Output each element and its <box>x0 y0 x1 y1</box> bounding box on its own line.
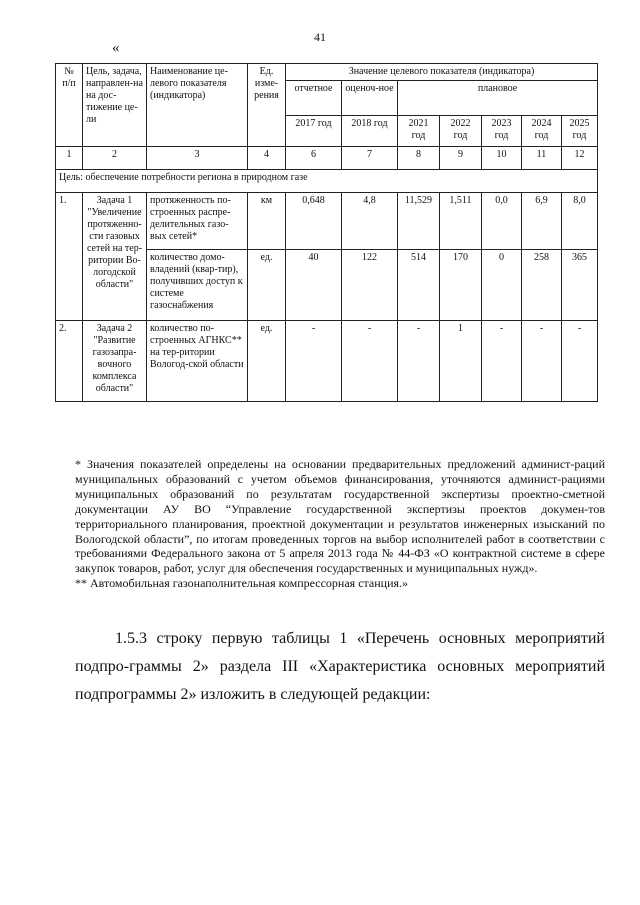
column-number: 10 <box>482 147 522 170</box>
footnote-1: * Значения показателей определены на основании предварительных предложений админист-раций муниципальных образований с учетом объемов финансирования, уточняются админист-рациями муниципальных образований по результатам государственной экспертизы проектно-сметной документации АУ ВО “Управление государственной экспертизы проектов докумен-тов территориального планирования, проектной документации и результатов инженерных изысканий по Вологодской области”, по итогам проведенных торгов на выбор исполнителей работ в соответствии с требованиями Федерального закона от 5 апреля 2013 года № 44-ФЗ «О контрактной системе в сфере закупок товаров, работ, услуг для обеспечения государственных и муниципальных нужд». <box>75 457 605 576</box>
header-num: № п/п <box>56 64 83 147</box>
table-row <box>56 321 598 402</box>
value-cell: 122 <box>342 250 398 321</box>
column-number: 3 <box>147 147 248 170</box>
value-cell: - <box>286 321 342 402</box>
value-cell: - <box>522 321 562 402</box>
indicator-table <box>55 63 598 402</box>
value-cell: 0 <box>482 250 522 321</box>
indicator-name: количество по-строенных АГНКС** на тер-ритории Вологод-ской области <box>147 321 248 402</box>
footnote-2: ** Автомобильная газонаполнительная компрессорная станция.» <box>75 576 409 591</box>
column-number: 8 <box>398 147 440 170</box>
column-number: 6 <box>286 147 342 170</box>
goal-row: Цель: обеспечение потребности региона в природном газе <box>56 170 598 193</box>
header-reported: отчетное <box>286 81 342 116</box>
value-cell: 40 <box>286 250 342 321</box>
column-number: 1 <box>56 147 83 170</box>
table-row <box>56 193 598 250</box>
value-cell: - <box>342 321 398 402</box>
column-number: 12 <box>562 147 598 170</box>
header-year: 2024 год <box>522 116 562 147</box>
column-number: 9 <box>440 147 482 170</box>
header-unit: Ед. изме-рения <box>248 64 286 147</box>
value-cell: 4,8 <box>342 193 398 250</box>
header-estimated: оценоч-ное <box>342 81 398 116</box>
column-number: 4 <box>248 147 286 170</box>
row-num: 1. <box>56 193 83 321</box>
opening-quote: « <box>112 40 120 56</box>
column-number: 11 <box>522 147 562 170</box>
main-text <box>75 625 605 709</box>
header-year: 2018 год <box>342 116 398 147</box>
indicator-name: количество домо-владений (квар-тир), получивших доступ к системе газоснабжения <box>147 250 248 321</box>
row-num: 2. <box>56 321 83 402</box>
value-cell: 170 <box>440 250 482 321</box>
task-cell: Задача 2 "Развитие газозапра-вочного комплекса области" <box>83 321 147 402</box>
value-cell: 11,529 <box>398 193 440 250</box>
value-cell: - <box>482 321 522 402</box>
value-cell: 1,511 <box>440 193 482 250</box>
column-number: 7 <box>342 147 398 170</box>
amendment-paragraph: 1.5.3 строку первую таблицы 1 «Перечень основных мероприятий подпро-граммы 2» раздела III «Характеристика основных мероприятий подпрограммы 2» изложить в следующей редакции: <box>75 630 605 703</box>
value-cell: 0,648 <box>286 193 342 250</box>
header-planned: плановое <box>398 81 598 116</box>
header-year: 2025 год <box>562 116 598 147</box>
value-cell: 258 <box>522 250 562 321</box>
column-number: 2 <box>83 147 147 170</box>
value-cell: 6,9 <box>522 193 562 250</box>
task-cell: Задача 1 "Увеличение протяженно-сти газовых сетей на тер-ритории Во-логодской области" <box>83 193 147 321</box>
value-cell: 0,0 <box>482 193 522 250</box>
header-year: 2021 год <box>398 116 440 147</box>
header-value-group: Значение целевого показателя (индикатора) <box>286 64 598 81</box>
header-year: 2022 год <box>440 116 482 147</box>
value-cell: 1 <box>440 321 482 402</box>
value-cell: - <box>398 321 440 402</box>
header-year: 2023 год <box>482 116 522 147</box>
header-year: 2017 год <box>286 116 342 147</box>
value-cell: 514 <box>398 250 440 321</box>
value-cell: 365 <box>562 250 598 321</box>
value-cell: - <box>562 321 598 402</box>
unit-cell: ед. <box>248 250 286 321</box>
value-cell: 8,0 <box>562 193 598 250</box>
page-number: 41 <box>314 30 326 44</box>
footnotes <box>75 457 605 591</box>
header-goal-task: Цель, задача, направлен-на на дос-тижение це-ли <box>83 64 147 147</box>
unit-cell: ед. <box>248 321 286 402</box>
header-indicator: Наименование це-левого показателя (индикатора) <box>147 64 248 147</box>
indicator-name: протяженность по-строенных распре-делительных газо-вых сетей* <box>147 193 248 250</box>
unit-cell: км <box>248 193 286 250</box>
